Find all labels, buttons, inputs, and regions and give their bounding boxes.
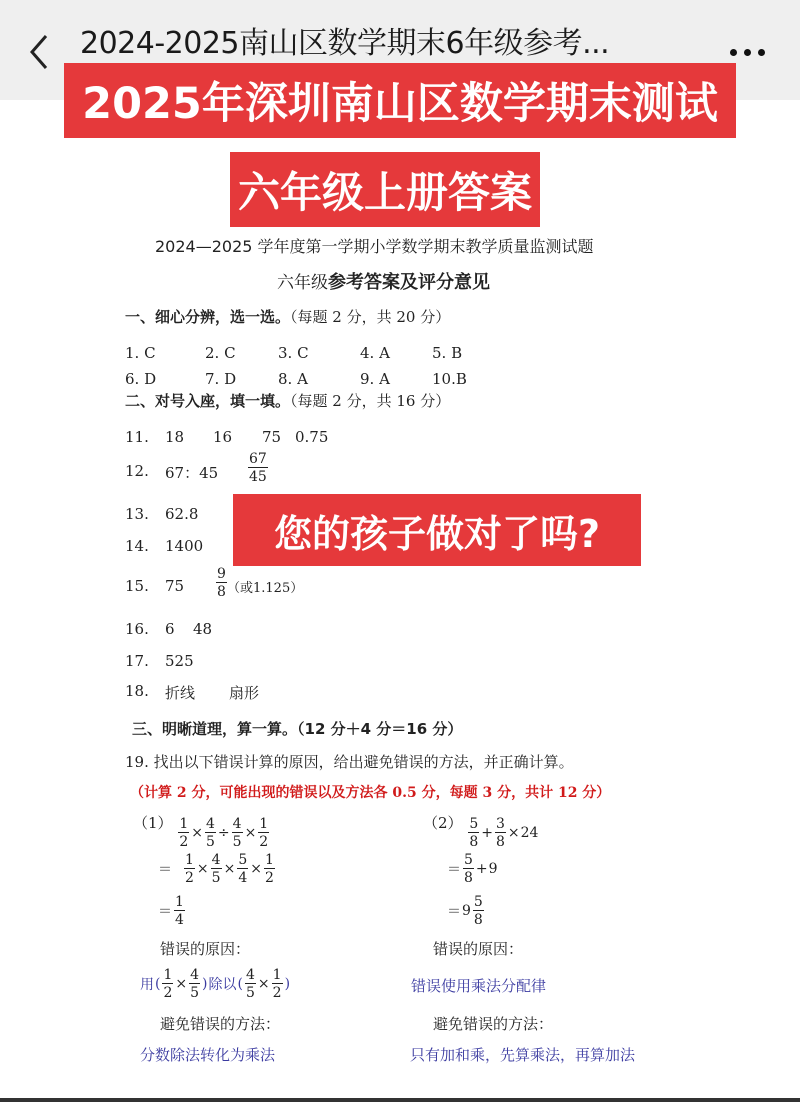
q-answer: 75: [262, 428, 282, 446]
q-num: 11.: [125, 428, 149, 446]
answer: 2. C: [205, 344, 236, 362]
q-answer: 16: [213, 428, 233, 446]
numerator: 1: [163, 967, 173, 983]
numerator: 5: [238, 852, 248, 868]
expression: [467, 817, 538, 849]
expression: [447, 853, 498, 885]
p2-line3: [447, 895, 485, 927]
section2-title: [125, 390, 450, 411]
fraction: [473, 895, 484, 927]
q-answer: 6: [165, 620, 175, 638]
answer: 7. D: [205, 370, 237, 388]
page-title: 2024-2025南山区数学期末6年级参考...: [80, 26, 610, 61]
q-answer: 525: [165, 652, 194, 670]
denominator: 4: [175, 912, 184, 928]
op: (: [237, 976, 243, 992]
denominator: 5: [211, 870, 221, 886]
op: ): [202, 976, 208, 992]
denominator: 2: [272, 985, 282, 1001]
fraction: [216, 567, 227, 599]
fraction: [205, 817, 216, 849]
op: ×: [507, 825, 520, 841]
numerator: 5: [469, 816, 479, 832]
op: ＝: [158, 904, 172, 920]
p2-reason-label: 错误的原因：: [433, 940, 524, 958]
q-answer: 75: [165, 577, 185, 595]
denominator: 8: [495, 834, 505, 850]
numerator: 5: [464, 852, 473, 868]
denominator: 8: [464, 870, 473, 886]
doc-heading: [277, 268, 490, 294]
q-answer: 0.75: [295, 428, 329, 446]
more-dot: [744, 49, 751, 56]
numerator: 3: [495, 816, 505, 832]
section2-points: （每题 2 分，共 16 分）: [290, 392, 451, 410]
number: 24: [520, 825, 539, 841]
denominator: 4: [238, 870, 248, 886]
answer: 4. A: [360, 344, 390, 362]
expression: [158, 895, 186, 927]
q-answer: 67：45: [165, 464, 219, 482]
denominator: 45: [249, 469, 267, 485]
reason-text: 除以: [208, 977, 237, 993]
numerator: 5: [473, 894, 483, 910]
section2-label: 二、对号入座，填一填。: [125, 392, 291, 410]
expression: [447, 895, 485, 927]
op: ＝: [447, 862, 461, 878]
answer: 10.B: [432, 370, 467, 388]
answer: 1. C: [125, 344, 156, 362]
section1-points: （每题 2 分，共 20 分）: [290, 308, 451, 326]
back-button[interactable]: [22, 30, 58, 74]
heading-prefix: 六年级: [277, 273, 328, 293]
numerator: 4: [190, 967, 200, 983]
fraction: [495, 817, 506, 849]
op: ×: [257, 976, 270, 992]
section3-title: 三、明晰道理，算一算。（12 分＋4 分＝16 分）: [132, 720, 463, 738]
fraction: [272, 968, 283, 1000]
q-num: 18.: [125, 682, 149, 700]
op: ×: [223, 861, 236, 877]
numerator: 1: [179, 816, 189, 832]
fraction: [248, 452, 268, 484]
q-answer: 扇形: [229, 684, 260, 702]
p1-method: 分数除法转化为乘法: [140, 1046, 276, 1064]
numerator: 1: [259, 816, 269, 832]
op: ×: [244, 825, 257, 841]
reason-text: 用: [140, 977, 154, 993]
p1-line1: [133, 812, 270, 849]
op: +: [481, 825, 493, 841]
q-answer: 18: [165, 428, 185, 446]
p1-method-label: 避免错误的方法：: [160, 1015, 281, 1033]
number: 9: [488, 861, 498, 877]
op: ): [284, 976, 291, 992]
scoring-note: （计算 2 分，可能出现的错误以及方法各 0.5 分，每题 3 分，共计 12 分）: [130, 785, 611, 801]
expression: [177, 817, 270, 849]
fraction: [211, 853, 222, 885]
q-answer: 62.8: [165, 505, 199, 523]
bottom-divider: [0, 1098, 800, 1102]
p2-line2: [447, 853, 498, 885]
denominator: 5: [232, 834, 242, 850]
expression: [158, 853, 276, 885]
fraction: [468, 817, 479, 849]
q19-text: 19. 找出以下错误计算的原因，给出避免错误的方法，并正确计算。: [125, 753, 574, 771]
fraction: [189, 968, 200, 1000]
fraction: [237, 853, 248, 885]
q-answer: 1400: [165, 537, 204, 555]
p2-method-label: 避免错误的方法：: [433, 1015, 554, 1033]
main-banner: 2025年深圳南山区数学期末测试: [64, 63, 736, 138]
denominator: 8: [469, 834, 479, 850]
answer: 6. D: [125, 370, 157, 388]
fraction: [174, 895, 185, 927]
section1-label: 一、细心分辨，选一选。: [125, 308, 291, 326]
section1-title: [125, 306, 450, 327]
denominator: 2: [163, 985, 173, 1001]
number: 9: [462, 903, 471, 919]
grade-banner: 六年级上册答案: [230, 152, 540, 227]
p1-line2: [158, 853, 276, 885]
denominator: 2: [264, 870, 274, 886]
fraction: [245, 968, 256, 1000]
p1-line3: [158, 895, 186, 927]
q-answer: 折线: [165, 684, 196, 702]
q-alt: （或1.125）: [227, 581, 304, 596]
answer: 8. A: [278, 370, 308, 388]
answer: 9. A: [360, 370, 390, 388]
numerator: 1: [272, 967, 282, 983]
fraction: [162, 968, 173, 1000]
fraction: [184, 853, 195, 885]
doc-subtitle: 2024—2025 学年度第一学期小学数学期末教学质量监测试题: [155, 237, 594, 256]
q-num: 15.: [125, 577, 149, 595]
p1-reason: [140, 968, 290, 1000]
p2-reason: 错误使用乘法分配律: [411, 977, 547, 995]
numerator: 67: [249, 451, 267, 467]
numerator: 4: [211, 852, 221, 868]
denominator: 2: [259, 834, 269, 850]
p1-reason-label: 错误的原因：: [160, 940, 251, 958]
op: +: [475, 861, 488, 877]
p2-label: （2）: [423, 814, 463, 832]
p2-line1: [423, 812, 538, 849]
op: ÷: [217, 825, 230, 841]
op: ×: [191, 825, 203, 841]
q-num: 14.: [125, 537, 149, 555]
question-banner: 您的孩子做对了吗?: [233, 494, 641, 566]
q-answer: 48: [193, 620, 213, 638]
more-dot: [758, 49, 765, 56]
denominator: 2: [185, 870, 194, 886]
fraction: [178, 817, 189, 849]
q-num: 17.: [125, 652, 149, 670]
op: ×: [175, 976, 188, 992]
denominator: 8: [217, 584, 226, 600]
q-num: 12.: [125, 462, 149, 480]
numerator: 4: [245, 967, 255, 983]
numerator: 9: [217, 566, 226, 582]
op: (: [155, 976, 161, 992]
numerator: 1: [185, 852, 194, 868]
heading-main: 参考答案及评分意见: [328, 272, 490, 293]
q-num: 13.: [125, 505, 149, 523]
denominator: 5: [245, 985, 255, 1001]
answer: 5. B: [432, 344, 463, 362]
op: ＝: [158, 862, 172, 878]
answer: 3. C: [278, 344, 309, 362]
numerator: 4: [205, 816, 215, 832]
numerator: 4: [232, 816, 242, 832]
denominator: 8: [473, 912, 483, 928]
denominator: 2: [179, 834, 189, 850]
chevron-left-icon: [22, 30, 58, 74]
numerator: 1: [175, 894, 184, 910]
fraction: [232, 817, 243, 849]
expression: [140, 968, 290, 1000]
q-num: 16.: [125, 620, 149, 638]
op: ×: [250, 861, 262, 877]
numerator: 1: [264, 852, 274, 868]
denominator: 5: [190, 985, 200, 1001]
fraction: [264, 853, 275, 885]
fraction: [463, 853, 474, 885]
fraction: [258, 817, 269, 849]
p1-label: （1）: [133, 814, 173, 832]
op: ＝: [447, 904, 461, 920]
denominator: 5: [205, 834, 215, 850]
p2-method: 只有加和乘，先算乘法，再算加法: [410, 1046, 636, 1064]
op: ×: [196, 861, 209, 877]
more-dots-icon: [730, 49, 737, 56]
more-button[interactable]: [722, 40, 772, 64]
